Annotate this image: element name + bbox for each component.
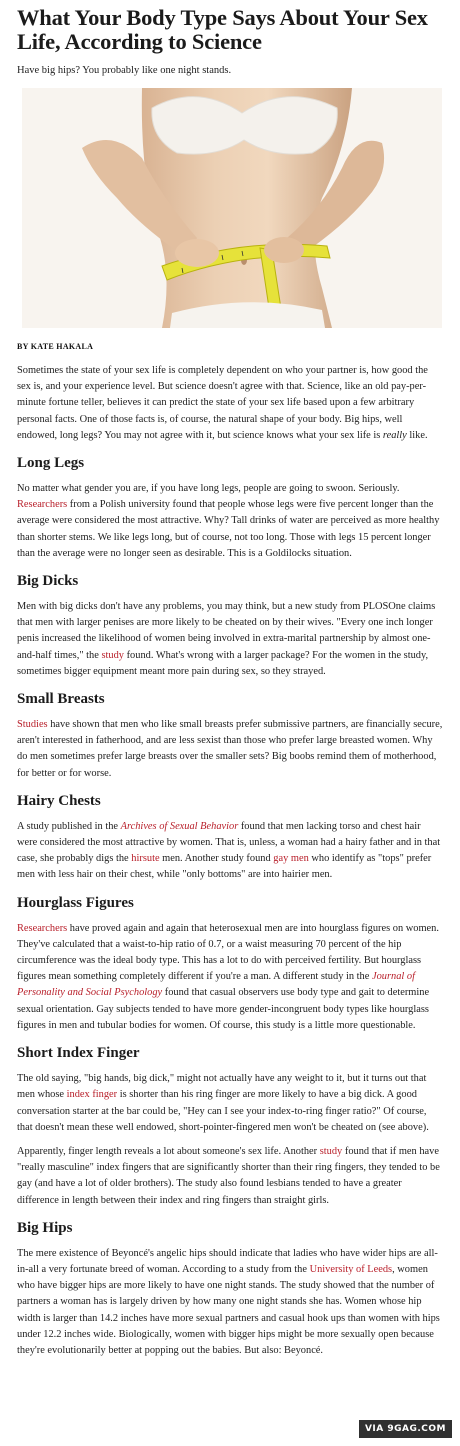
researchers-link[interactable]: Researchers: [17, 499, 68, 511]
small-breasts-paragraph: Studies have shown that men who like small breasts prefer submissive partners, are financially secure, aren't interested in fatherhood, and are less sexist than those who prefer large breasted women. Why do men sometimes prefer large breasts over the smaller sets? Big boobs remind them of motherhood, for better or for worse.: [17, 719, 443, 779]
section-heading-hairy-chests: Hairy Chests: [17, 792, 101, 809]
article-title: What Your Body Type Says About Your Sex Life, According to Science: [17, 5, 428, 54]
section-heading-short-index-finger: Short Index Finger: [17, 1045, 140, 1062]
intro-paragraph: Sometimes the state of your sex life is completely dependent on who your partner is, how good the sex is, and your experience level. But science doesn't agree with that. Science, like an old pay-per-minute fortune teller, believes it can predict the state of your sex life based upon a few arbitrary personal facts. One of those facts is, of course, the natural shape of your body. Big hips, well endowed, long legs? You may not agree with it, but science knows what your sex life is really like.: [17, 365, 428, 441]
gay-men-link[interactable]: gay men: [273, 853, 309, 865]
hirsute-link[interactable]: hirsute: [131, 853, 160, 865]
finger-paragraph-2: Apparently, finger length reveals a lot about someone's sex life. Another study found that if men have "really masculine" index fingers that are significantly shorter than their ring fingers, they tended to be gay (and have a lot of older brothers). The study also found lesbians tended to have a greater difference in length between their index and ring fingers than straight girls.: [17, 1145, 440, 1206]
study-link[interactable]: study: [101, 649, 124, 661]
finger-paragraph-1: The old saying, "big hands, big dick," might not actually have any weight to it, but it turns out that men whose index finger is shorter than his ring finger are more likely to have a big dick. A good conversation starter at the bar could be, "Hey can I see your index-to-ring finger ratio?" Of course, that doesn't mean these well endowed, short-pointer-fingered men won't be cheated on (see above).: [17, 1073, 429, 1133]
hairy-chests-paragraph: A study published in the Archives of Sexual Behavior found that men lacking torso and chest hair were considered the most attractive by women. That is, unless, a woman had a hairy father and in that case, she probably digs the hirsute men. Another study found gay men who identify as "tops" prefer men with less hair on their chest, while "only bottoms" are into hairier men.: [17, 820, 441, 881]
big-hips-paragraph: The mere existence of Beyoncé's angelic hips should indicate that ladies who have wider hips are all-in-all a very fortunate breed of woman. According to a study from the University of Leeds, women who have bigger hips are more likely to have one night stands. The study showed that the number of partners a woman has is largely driven by how many one night stands she has. Women whose hip width is larger than 14.2 inches have more sexual partners and casual hook ups than women with hips under 12.2 inches wide. Biologically, women with bigger hips might be more sexually open because they're evolutionarily better at popping out the babies. But also: Beyoncé.: [17, 1247, 440, 1356]
studies-link[interactable]: Studies: [17, 719, 48, 731]
section-heading-hourglass: Hourglass Figures: [17, 894, 134, 911]
section-heading-small-breasts: Small Breasts: [17, 691, 105, 708]
index-finger-link[interactable]: index finger: [66, 1089, 118, 1101]
journal-link[interactable]: Journal of Personality and Social Psychology: [17, 971, 415, 999]
byline: BY KATE HAKALA: [17, 342, 94, 351]
hero-image: [22, 88, 442, 328]
archives-link[interactable]: Archives of Sexual Behavior: [120, 820, 239, 832]
hourglass-paragraph: Researchers have proved again and again that heterosexual men are into hourglass figures on women. They've calculated that a waist-to-hip ratio of 0.7, or a waist measuring 70 percent of the hip circumference was the ideal body type. This has a lot to do with perceived fertility. But hourglass figures mean something completely different if you're a man. A different study in the Journal of Personality and Social Psychology found that casual observers use body type and gait to determine sexual orientation. Gay subjects tended to have more gender-incongruent body types like hourglass figures in men and tubular bodies for women. Of course, this study is a little more questionable.: [17, 922, 439, 1031]
watermark-badge: VIA 9GAG.COM: [359, 1420, 452, 1438]
torso-illustration: [22, 88, 442, 328]
long-legs-paragraph: No matter what gender you are, if you have long legs, people are going to swoon. Seriously. Researchers from a Polish university found that people whose legs were five percent longer than the average were considered the most attractive. Why? Tall drinks of water are perceived as more healthy than shorter stems. We like legs long, but of course, not too long. Those with legs 15 percent longer than the average were no longer seen as desirable. This is a Goldilocks situation.: [17, 483, 440, 559]
section-heading-big-dicks: Big Dicks: [17, 573, 79, 590]
university-of-leeds-link[interactable]: University of Leeds: [309, 1263, 393, 1275]
study-link-2[interactable]: study: [319, 1145, 343, 1157]
researchers-link-2[interactable]: Researchers: [17, 922, 68, 934]
section-heading-big-hips: Big Hips: [17, 1219, 73, 1236]
article-dek: Have big hips? You probably like one night stands.: [17, 65, 232, 76]
section-heading-long-legs: Long Legs: [17, 455, 85, 472]
big-dicks-paragraph: Men with big dicks don't have any problems, you may think, but a new study from PLOSOne claims that men with larger penises are more likely to be cheated on by their wives. "Every one inch longer penis increased the likelihood of women being involved in extra-marital partnership by almost one-and-half times," the study found. What's wrong with a larger package? For the women in the study, sometimes bigger equipment meant more pain during sex, so they strayed.: [17, 601, 436, 677]
